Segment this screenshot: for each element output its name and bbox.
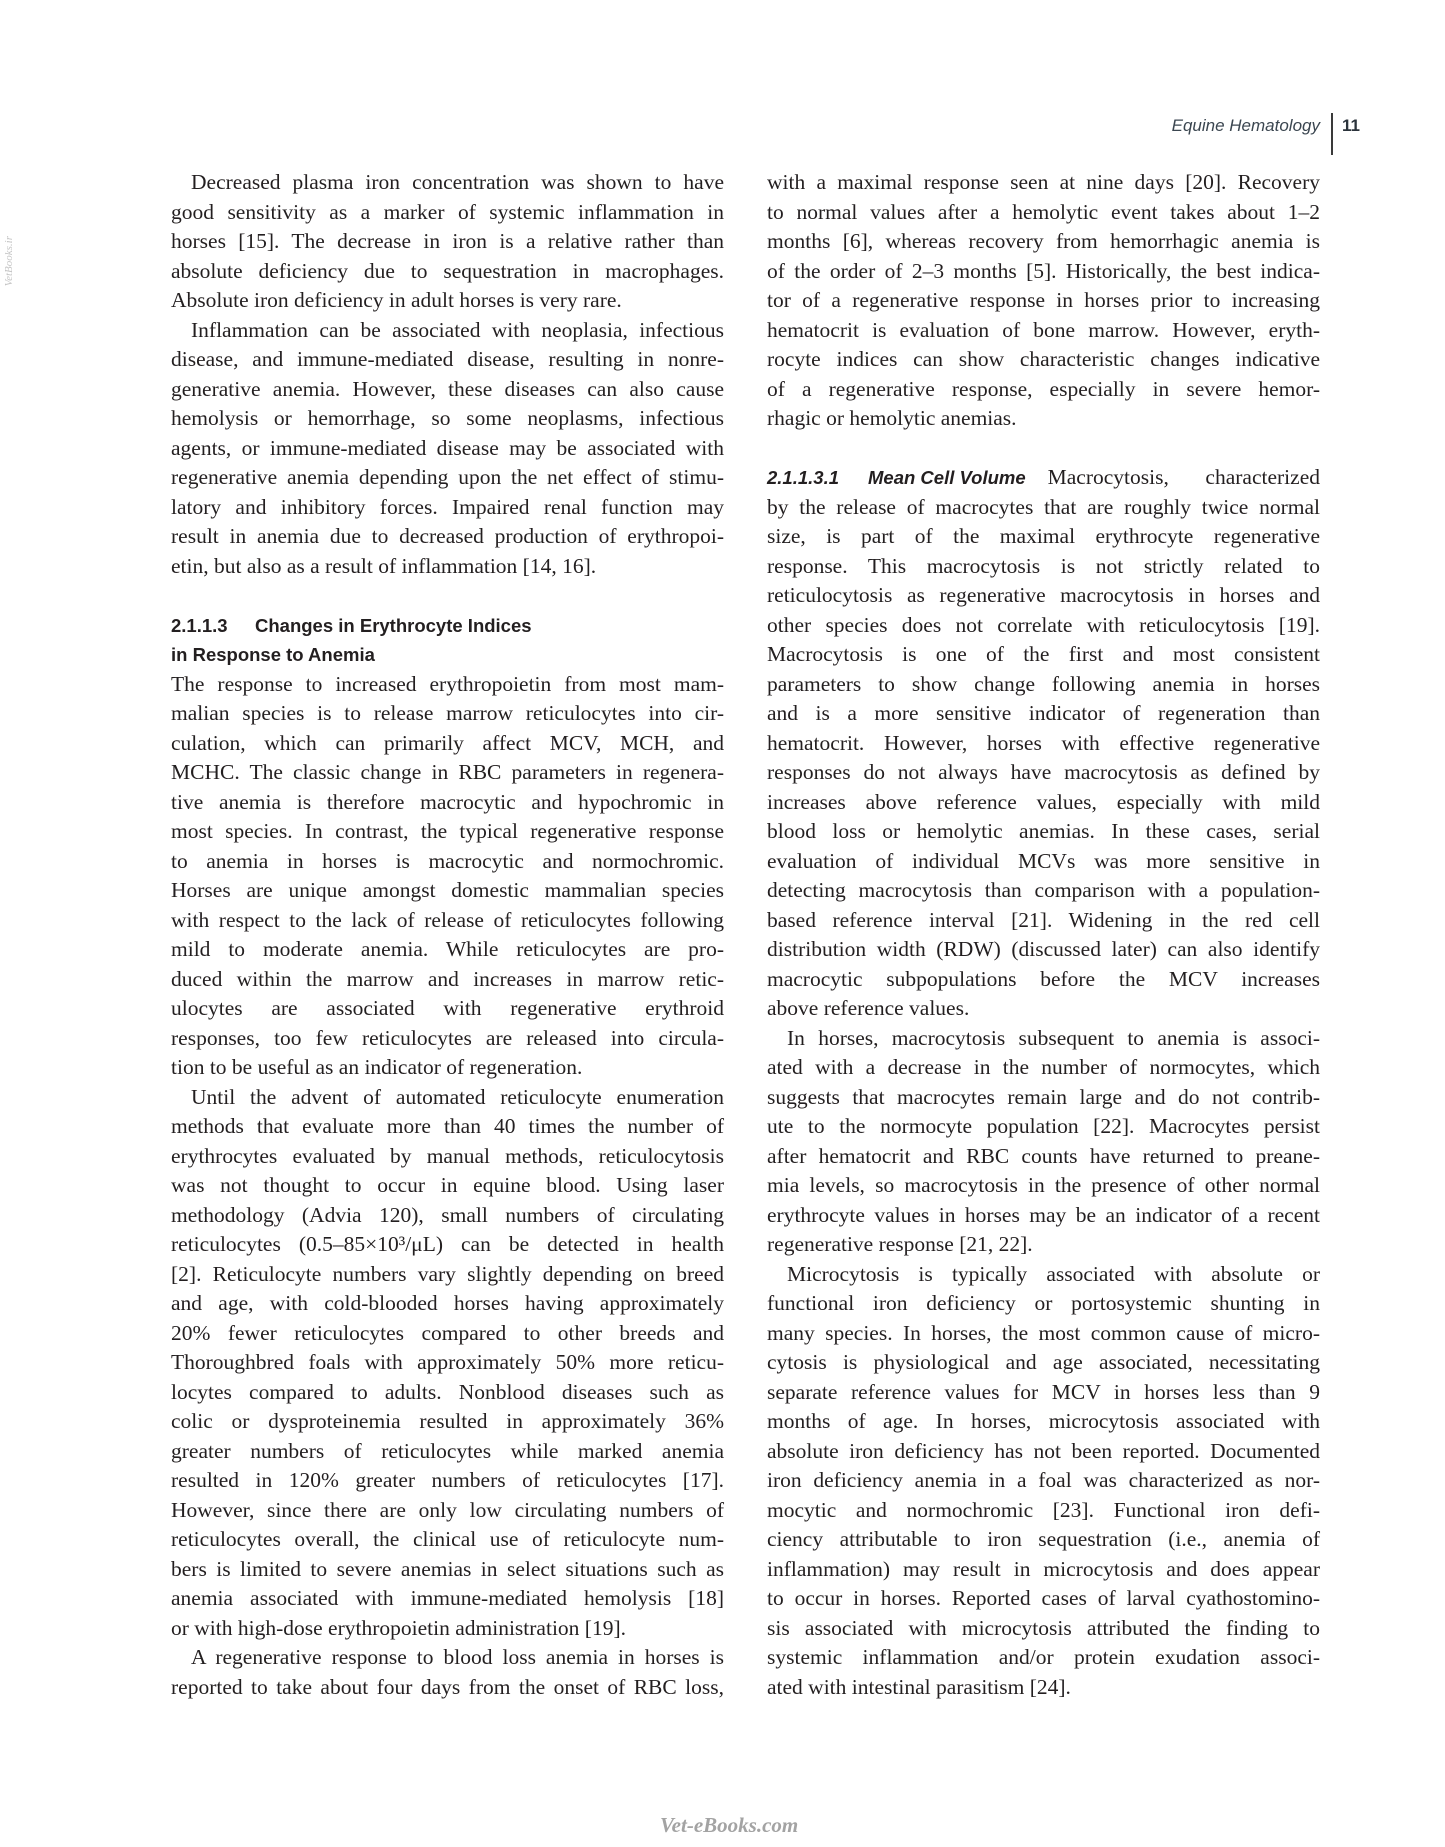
text-line: responses do not always have macrocytosis as defined by (767, 760, 1320, 784)
text-line: of the order of 2–3 months [5]. Historically, the best indica- (767, 258, 1320, 283)
text-line: tor of a regenerative response in horses prior to increasing (767, 288, 1320, 312)
section-heading-line (171, 640, 724, 670)
text-line: months of age. In horses, microcytosis associated with (767, 1409, 1320, 1433)
text-line: hematocrit. However, horses with effective regenerative (767, 730, 1320, 755)
text-line: In horses, macrocytosis subsequent to anemia is associ- (787, 1025, 1320, 1050)
text-line: colic or dysproteinemia resulted in approximately 36% (171, 1409, 724, 1433)
text-line: A regenerative response to blood loss anemia in horses is (191, 1645, 724, 1669)
text-line: erythrocytes evaluated by manual methods, reticulocytosis (171, 1143, 724, 1168)
running-title: Equine Hematology (1171, 116, 1320, 135)
footer-logo: Vet-eBooks.com (660, 1813, 799, 1837)
page-number: 11 (1342, 116, 1360, 135)
subsection-title: Mean Cell Volume (868, 467, 1026, 488)
text-line: separate reference values for MCV in horses less than 9 (767, 1379, 1320, 1404)
section-heading-line (171, 611, 724, 641)
paragraph (171, 316, 724, 582)
text-line: iron deficiency anemia in a foal was characterized as nor- (767, 1468, 1320, 1492)
text-line: cytosis is physiological and age associated, necessitating (767, 1350, 1320, 1374)
text-line: generative anemia. However, these diseases can also cause (171, 376, 724, 401)
text-line: hematocrit is evaluation of bone marrow. However, eryth- (767, 317, 1320, 342)
text-line: size, is part of the maximal erythrocyte regenerative (767, 524, 1320, 548)
subsection-heading-line (767, 463, 1320, 493)
text-line: The response to increased erythropoietin from most mam- (171, 671, 724, 696)
text-line: MCHC. The classic change in RBC parameters in regenera- (171, 760, 724, 784)
text-line: Absolute iron deficiency in adult horses is very rare. (171, 288, 622, 312)
side-watermark: VetBooks.ir (3, 236, 15, 287)
text-line: latory and inhibitory forces. Impaired renal function may (171, 494, 724, 519)
text-line: by the release of macrocytes that are roughly twice normal (767, 494, 1320, 519)
text-line: rocyte indices can show characteristic changes indicative (767, 347, 1320, 371)
text-line: regenerative response [21, 22]. (767, 1232, 1033, 1256)
text-line: ute to the normocyte population [22]. Macrocytes persist (767, 1114, 1320, 1138)
text-line: absolute deficiency due to sequestration in macrophages. (171, 258, 724, 283)
text-line: response. This macrocytosis is not strictly related to (767, 553, 1320, 578)
paragraph (171, 168, 724, 316)
text-line: malian species is to release marrow reticulocytes into cir- (171, 701, 724, 725)
text-line: good sensitivity as a marker of systemic inflammation in (171, 199, 724, 224)
text-line: rhagic or hemolytic anemias. (767, 406, 1017, 430)
section-title: Changes in Erythrocyte Indices (255, 614, 532, 636)
text-line: responses, too few reticulocytes are released into circula- (171, 1025, 724, 1050)
section-title-continued: in Response to Anemia (171, 644, 375, 665)
text-line: ulocytes are associated with regenerative erythroid (171, 996, 724, 1020)
text-line: most species. In contrast, the typical regenerative response (171, 819, 724, 843)
text-line: Microcytosis is typically associated with absolute or (787, 1261, 1320, 1286)
text-line: greater numbers of reticulocytes while marked anemia (171, 1438, 724, 1463)
text-line: was not thought to occur in equine blood. Using laser (171, 1173, 724, 1197)
text-line: to normal values after a hemolytic event takes about 1–2 (767, 199, 1320, 224)
paragraph (767, 1024, 1320, 1260)
text-line: methodology (Advia 120), small numbers of circulating (171, 1202, 724, 1227)
text-line: tion to be useful as an indicator of regeneration. (171, 1055, 583, 1079)
paragraph-spacer (171, 581, 724, 611)
text-line: tive anemia is therefore macrocytic and hypochromic in (171, 789, 724, 814)
text-line: Horses are unique amongst domestic mammalian species (171, 878, 724, 902)
text-line: with a maximal response seen at nine days [20]. Recovery (767, 170, 1320, 194)
text-line: [2]. Reticulocyte numbers vary slightly depending on breed (171, 1261, 724, 1286)
text-line: many species. In horses, the most common cause of micro- (767, 1320, 1320, 1345)
text-line: resulted in 120% greater numbers of reticulocytes [17]. (171, 1468, 724, 1492)
text-line: methods that evaluate more than 40 times the number of (171, 1114, 724, 1138)
text-line: horses [15]. The decrease in iron is a relative rather than (171, 229, 724, 253)
paragraph (171, 1643, 724, 1702)
text-line: of a regenerative response, especially in severe hemor- (767, 376, 1320, 401)
text-line: Macrocytosis is one of the first and most consistent (767, 642, 1320, 666)
text-line: agents, or immune-mediated disease may be associated with (171, 435, 724, 460)
paragraph (767, 1260, 1320, 1703)
section-number: 2.1.1.3 (171, 614, 228, 636)
section-heading (171, 611, 724, 670)
text-line: However, since there are only low circulating numbers of (171, 1497, 724, 1522)
text-line: duced within the marrow and increases in marrow retic- (171, 966, 724, 991)
text-line: mia levels, so macrocytosis in the presence of other normal (767, 1173, 1320, 1197)
text-line: reticulocytes (0.5–85×10³/μL) can be detected in health (171, 1232, 724, 1256)
text-line: Until the advent of automated reticulocyte enumeration (191, 1084, 724, 1109)
text-line: ated with intestinal parasitism [24]. (767, 1674, 1071, 1699)
text-line: to anemia in horses is macrocytic and normochromic. (171, 848, 724, 873)
text-line: mild to moderate anemia. While reticulocytes are pro- (171, 937, 724, 961)
paragraph (171, 1083, 724, 1644)
text-line: to occur in horses. Reported cases of larval cyathostomino- (767, 1586, 1320, 1610)
paragraph-spacer (767, 434, 1320, 464)
text-line: blood loss or hemolytic anemias. In these cases, serial (767, 819, 1320, 843)
text-line: Decreased plasma iron concentration was shown to have (191, 170, 724, 194)
text-line: with respect to the lack of release of reticulocytes following (171, 907, 724, 932)
text-line: parameters to show change following anemia in horses (767, 671, 1320, 696)
text-line: ated with a decrease in the number of normocytes, which (767, 1055, 1320, 1079)
text-line: bers is limited to severe anemias in select situations such as (171, 1556, 724, 1581)
text-line: distribution width (RDW) (discussed later) can also identify (767, 937, 1320, 961)
text-line: suggests that macrocytes remain large and do not contrib- (767, 1084, 1320, 1109)
text-line: based reference interval [21]. Widening in the red cell (767, 907, 1320, 932)
text-line: regenerative anemia depending upon the net effect of stimu- (171, 465, 724, 489)
text-line: hemolysis or hemorrhage, so some neoplasms, infectious (171, 406, 724, 430)
text-line: months [6], whereas recovery from hemorrhagic anemia is (767, 229, 1320, 253)
text-line: Inflammation can be associated with neoplasia, infectious (191, 317, 724, 342)
text-line: systemic inflammation and/or protein exudation associ- (767, 1645, 1320, 1669)
text-line: erythrocyte values in horses may be an indicator of a recent (767, 1202, 1320, 1227)
text-line: 20% fewer reticulocytes compared to other breeds and (171, 1320, 724, 1345)
text-line: Macrocytosis, characterized (1047, 465, 1320, 489)
text-line: above reference values. (767, 996, 970, 1020)
text-line: after hematocrit and RBC counts have returned to preane- (767, 1143, 1320, 1168)
text-line: ciency attributable to iron sequestration (i.e., anemia of (767, 1527, 1320, 1551)
text-line: macrocytic subpopulations before the MCV increases (767, 966, 1320, 991)
right-column (767, 168, 1320, 1702)
paragraph (767, 168, 1320, 434)
text-line: culation, which can primarily affect MCV, MCH, and (171, 730, 724, 755)
paragraph (767, 463, 1320, 1024)
text-line: sis associated with microcytosis attributed the finding to (767, 1615, 1320, 1640)
text-line: increases above reference values, especially with mild (767, 789, 1320, 814)
text-line: and age, with cold-blooded horses having approximately (171, 1291, 724, 1315)
text-line: mocytic and normochromic [23]. Functional iron defi- (767, 1497, 1320, 1522)
text-line: disease, and immune-mediated disease, resulting in nonre- (171, 347, 724, 371)
text-line: result in anemia due to decreased production of erythropoi- (171, 524, 724, 548)
text-line: locytes compared to adults. Nonblood diseases such as (171, 1379, 724, 1404)
text-line: reticulocytosis as regenerative macrocytosis in horses and (767, 583, 1320, 607)
text-line: functional iron deficiency or portosystemic shunting in (767, 1291, 1320, 1315)
subsection-number: 2.1.1.3.1 (767, 467, 840, 488)
text-line: reported to take about four days from the onset of RBC loss, (171, 1674, 724, 1699)
text-line: and is a more sensitive indicator of regeneration than (767, 701, 1320, 725)
text-line: detecting macrocytosis than comparison with a population- (767, 878, 1320, 902)
text-line: evaluation of individual MCVs was more sensitive in (767, 848, 1320, 873)
text-line: anemia associated with immune-mediated hemolysis [18] (171, 1586, 724, 1610)
text-line: other species does not correlate with reticulocytosis [19]. (767, 612, 1320, 637)
text-line: inflammation) may result in microcytosis and does appear (767, 1556, 1320, 1581)
text-line: or with high-dose erythropoietin administration [19]. (171, 1615, 626, 1640)
text-line: absolute iron deficiency has not been reported. Documented (767, 1438, 1320, 1463)
text-line: Thoroughbred foals with approximately 50% more reticu- (171, 1350, 724, 1374)
text-line: reticulocytes overall, the clinical use of reticulocyte num- (171, 1527, 724, 1551)
header-divider (1331, 113, 1333, 155)
left-column (171, 168, 724, 1702)
paragraph (171, 670, 724, 1083)
text-line: etin, but also as a result of inflammation [14, 16]. (171, 553, 597, 578)
